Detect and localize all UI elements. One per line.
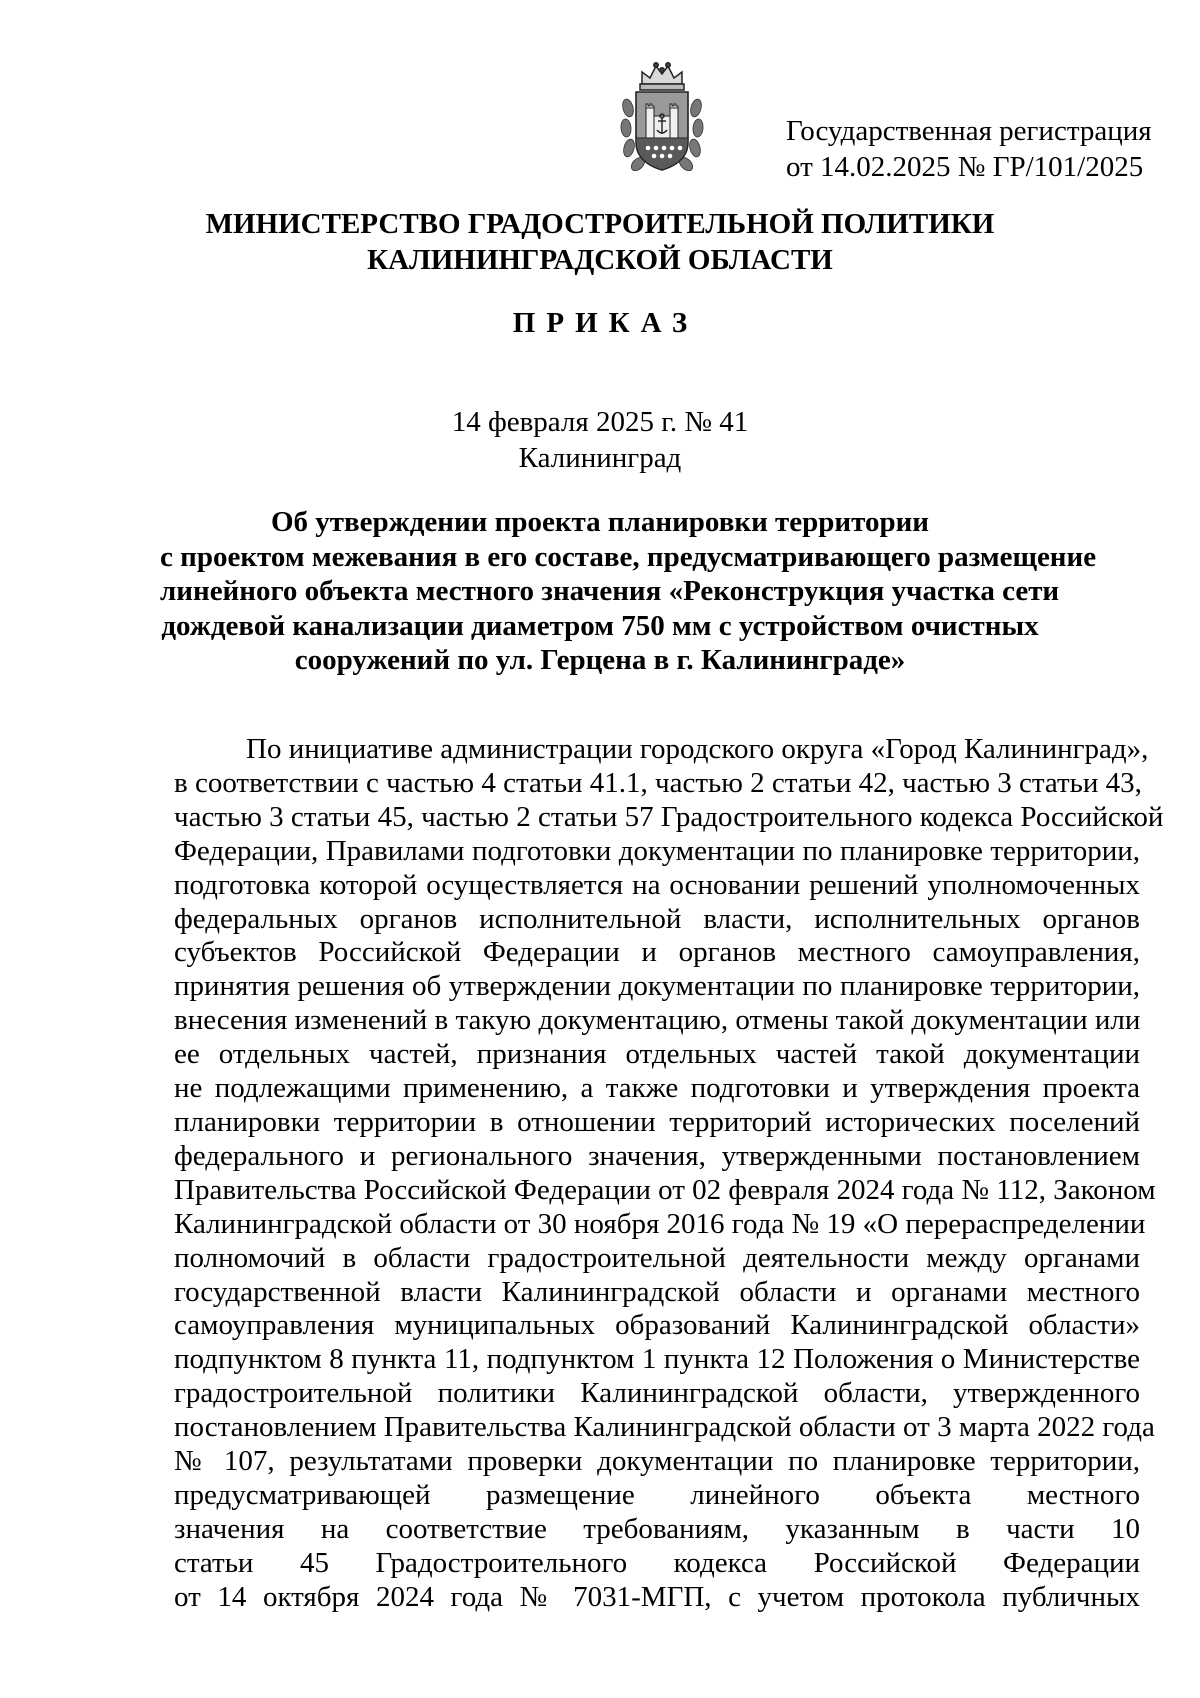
- body-line: полномочий в области градостроительной деятельности между органами: [174, 1241, 1140, 1274]
- body-line: № 107, результатами проверки документации по планировке территории,: [174, 1445, 1140, 1478]
- order-city: Калининград: [518, 442, 682, 474]
- body-line: постановлением Правительства Калининградской области от 3 марта 2022 года: [174, 1411, 1155, 1444]
- body-line: По инициативе администрации городского округа «Город Калининград»,: [246, 733, 1149, 765]
- body-line: принятия решения об утверждении документации по планировке территории,: [174, 970, 1140, 1003]
- registration-label: Государственная регистрация: [786, 115, 1152, 147]
- body-line: значения на соответствие требованиям, указанным в части 10: [174, 1512, 1140, 1545]
- body-line: предусматривающей размещение линейного объекта местного: [174, 1478, 1140, 1511]
- ministry-name-line-2: КАЛИНИНГРАДСКОЙ ОБЛАСТИ: [367, 244, 833, 276]
- body-line: федеральных органов исполнительной власти, исполнительных органов: [174, 902, 1140, 935]
- subject-line: с проектом межевания в его составе, предусматривающего размещение: [160, 540, 1097, 573]
- body-line: субъектов Российской Федерации и органов местного самоуправления,: [174, 936, 1140, 969]
- body-line: внесения изменений в такую документацию, отмены такой документации или: [174, 1004, 1141, 1037]
- subject-line: сооружений по ул. Герцена в г. Калининграде»: [294, 644, 906, 676]
- body-line: частью 3 статьи 45, частью 2 статьи 57 Градостроительного кодекса Российской: [174, 800, 1164, 833]
- subject-line: дождевой канализации диаметром 750 мм с устройством очистных: [161, 609, 1039, 642]
- body-line: самоуправления муниципальных образований Калининградской области»: [174, 1309, 1140, 1342]
- body-line: в соответствии с частью 4 статьи 41.1, частью 2 статьи 42, частью 3 статьи 43,: [174, 766, 1142, 799]
- registration-number: от 14.02.2025 № ГР/101/2025: [786, 151, 1144, 183]
- body-line: государственной власти Калининградской области и органами местного: [174, 1275, 1140, 1308]
- body-line: подготовка которой осуществляется на основании решений уполномоченных: [174, 868, 1140, 901]
- body-line: федерального и регионального значения, утвержденными постановлением: [174, 1139, 1140, 1172]
- ministry-name-line-1: МИНИСТЕРСТВО ГРАДОСТРОИТЕЛЬНОЙ ПОЛИТИКИ: [205, 208, 995, 240]
- document-type-title: ПРИКАЗ: [512, 307, 699, 339]
- subject-line: линейного объекта местного значения «Реконструкция участка сети: [160, 575, 1060, 607]
- body-line: планировки территории в отношении территорий исторических поселений: [174, 1105, 1140, 1138]
- body-line: Правительства Российской Федерации от 02 февраля 2024 года № 112, Законом: [174, 1173, 1156, 1206]
- subject-line: Об утверждении проекта планировки территории: [270, 506, 930, 538]
- order-date-number: 14 февраля 2025 г. № 41: [451, 406, 749, 438]
- order-preamble-paragraph: [174, 733, 1164, 1615]
- body-line: градостроительной политики Калининградской области, утвержденного: [174, 1377, 1140, 1410]
- body-line: Федерации, Правилами подготовки документации по планировке территории,: [174, 834, 1140, 867]
- coat-of-arms-icon: [618, 58, 706, 176]
- order-subject: [160, 505, 1097, 678]
- ministry-name: [0, 206, 1200, 278]
- body-line: не подлежащими применению, а также подготовки и утверждения проекта: [174, 1072, 1140, 1105]
- body-line: подпунктом 8 пункта 11, подпунктом 1 пункта 12 Положения о Министерстве: [174, 1343, 1140, 1376]
- body-line: Калининградской области от 30 ноября 2016 года № 19 «О перераспределении: [174, 1207, 1146, 1240]
- state-registration: [786, 113, 1152, 185]
- body-line: ее отдельных частей, признания отдельных частей такой документации: [174, 1038, 1140, 1071]
- body-line: от 14 октября 2024 года № 7031-МГП, с учетом протокола публичных: [174, 1580, 1140, 1613]
- body-line: статьи 45 Градостроительного кодекса Российской Федерации: [174, 1546, 1140, 1579]
